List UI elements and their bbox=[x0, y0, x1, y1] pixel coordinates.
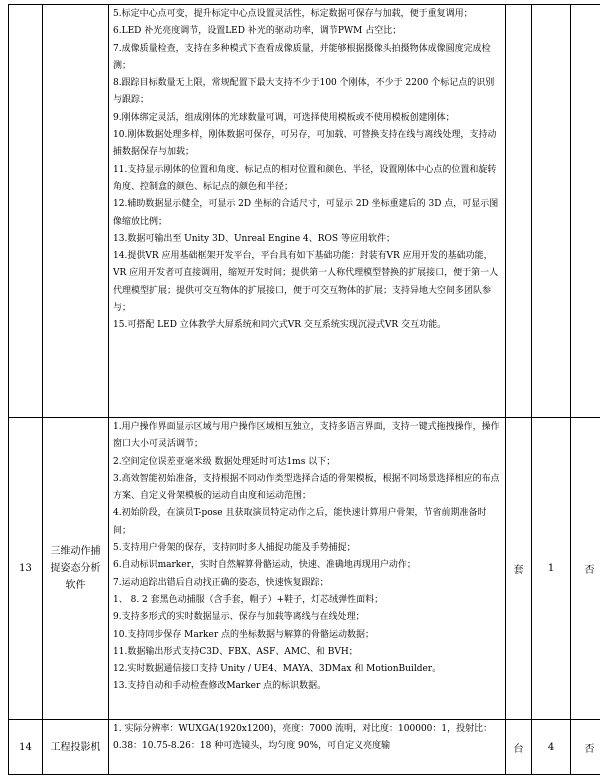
unit-cell: 套 bbox=[506, 418, 532, 720]
row-number: 13 bbox=[9, 418, 43, 720]
product-name: 工程投影机 bbox=[43, 720, 109, 775]
spec-line: 10.刚体数据处理多样，刚体数据可保存，可另存，可加载、可替换支持在线与离线处理，支持动捕数据保存与加载； bbox=[113, 130, 497, 158]
spec-line: 11.支持显示刚体的位置和角度、标记点的相对位置和颜色、半径，设置刚体中心点的位置和旋转角度、控制盒的颜色、标记点的颜色和半径； bbox=[113, 164, 497, 192]
table-row bbox=[9, 5, 600, 418]
spec-line: 1. 实际分辨率：WUXGA(1920x1200)，亮度：7000 流明，对比度：100000：1，投射比：0.38：10.75-8.26：18 种可选镜头，均匀度 90%，可自定义亮度输 bbox=[113, 724, 493, 752]
spec-line: 5.标定中心点可变，提升标定中心点设置灵活性，标定数据可保存与加载，便于重复调用； bbox=[113, 9, 473, 19]
spec-cell bbox=[109, 5, 506, 418]
spec-line: 7.运动追踪出错后自动找正确的姿态，快速恢复跟踪； bbox=[113, 577, 329, 588]
imported-cell: 否 bbox=[571, 418, 600, 720]
row-number: 14 bbox=[9, 720, 43, 775]
spec-line: 14.提供VR 应用基础框架开发平台，平台具有如下基础功能：封装有VR 应用开发的基础功能，VR 应用开发者可直接调用，缩短开发时间；提供第一人称代理模型替换的扩展接口，便于第一人代理模型扩展；提供可交互物体的扩展接口，便于可交互物体的扩展；支持异地大空间多团队参与； bbox=[113, 251, 499, 314]
spec-line: 1.用户操作界面显示区域与用户操作区域相互独立，支持多语言界面，支持一键式拖拽操作，操作窗口大小可灵活调节； bbox=[113, 422, 500, 450]
row-number bbox=[9, 5, 43, 418]
spec-line: 12.辅助数据显示健全，可显示 2D 坐标的合适尺寸，可显示 2D 坐标重建后的 3D 点，可显示图像缩放比例； bbox=[113, 199, 499, 227]
spec-line: 9.支持多形式的实时数据显示、保存与加载等离线与在线处理； bbox=[113, 612, 365, 623]
imported-cell bbox=[571, 5, 600, 418]
spec-cell bbox=[109, 720, 506, 775]
spec-line: 13.数据可输出至 Unity 3D、Unreal Engine 4、ROS 等应用软件； bbox=[113, 233, 395, 244]
table-row bbox=[9, 418, 600, 720]
spec-line: 10.支持同步保存 Marker 点的坐标数据与解算的骨骼运动数据； bbox=[113, 629, 375, 640]
unit-cell bbox=[506, 5, 532, 418]
spec-line: 9.刚体绑定灵活，组成刚体的光球数量可调，可选择使用模板或不使用模板创建刚体； bbox=[113, 112, 455, 123]
spec-cell bbox=[109, 418, 506, 720]
spec-line: 4.初始阶段，在演员T-pose 且获取演员特定动作之后，能快速计算用户骨架，节省前期准备时间； bbox=[113, 508, 487, 536]
unit-cell: 台 bbox=[506, 720, 532, 775]
spec-table bbox=[8, 4, 600, 775]
spec-line: 2.空间定位误差亚毫米级 数据处理延时可达1ms 以下； bbox=[113, 456, 336, 467]
spec-line: 6.LED 补光亮度调节，设置LED 补光的驱动功率，调节PWM 占空比； bbox=[113, 26, 402, 37]
spec-line: 5.支持用户骨架的保存，支持同时多人捕捉功能及手势捕捉； bbox=[113, 543, 356, 554]
table-row bbox=[9, 720, 600, 775]
spec-line: 3.高效智能初始准备，支持根据不同动作类型选择合适的骨架模板，根据不同场景选择相应的布点方案、自定义骨架模板的运动自由度和运动范围； bbox=[113, 473, 500, 502]
spec-line: 8.跟踪目标数量无上限，常规配置下最大支持不少于100 个刚体，不少于 2200 个标记点的识别与跟踪； bbox=[113, 78, 495, 106]
spec-line: 1、 8. 2 套黑色动捕服（含手套，帽子）+鞋子，灯芯绒弹性面料； bbox=[113, 594, 384, 605]
spec-line: 6.自动标识marker，实时自然解算骨骼运动，快速、准确地再现用户动作； bbox=[113, 560, 416, 571]
quantity-cell: 4 bbox=[532, 720, 571, 775]
spec-line: 7.成像质量检查，支持在多种模式下查看成像质量，并能够根据摄像头拍摄物体成像圆度完成检测； bbox=[113, 43, 491, 71]
quantity-cell: 1 bbox=[532, 418, 571, 720]
product-name: 三维动作捕捉姿态分析软件 bbox=[43, 418, 109, 720]
quantity-cell bbox=[532, 5, 571, 418]
spec-line: 11.数据输出形式支持C3D、FBX、ASF、AMC、和 BVH； bbox=[113, 646, 358, 657]
imported-cell: 否 bbox=[571, 720, 600, 775]
spec-line: 12.实时数据通信接口支持 Unity / UE4、MAYA、3DMax 和 MotionBuilder。 bbox=[113, 664, 442, 675]
spec-line: 15.可搭配 LED 立体教学大屏系统和同穴式VR 交互系统实现沉浸式VR 交互功能。 bbox=[113, 320, 447, 331]
product-name bbox=[43, 5, 109, 418]
spec-line: 13.支持自动和手动检查修改Marker 点的标识数据。 bbox=[113, 681, 327, 692]
